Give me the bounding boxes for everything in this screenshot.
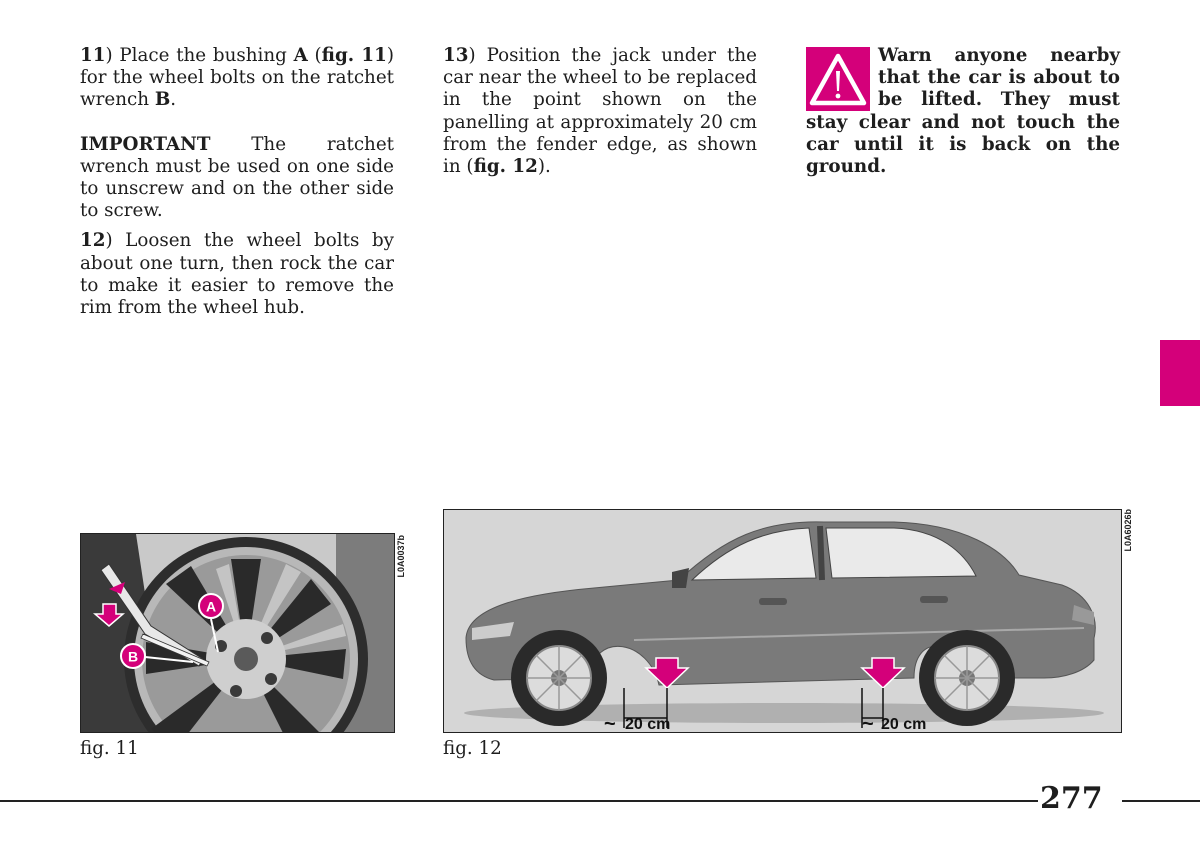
page-number: 277 <box>1040 781 1103 816</box>
step-12 <box>80 230 394 319</box>
callout-b: B <box>127 648 139 665</box>
figure-reference: fig. 11 <box>321 45 387 66</box>
step-text: . <box>170 89 177 111</box>
step-number: 13 <box>443 45 469 66</box>
distance-label-rear: 20 cm <box>881 716 927 732</box>
figure-11-caption: fig. 11 <box>80 738 139 759</box>
important-text: The ratchet wrench must be used on one side to unscrew and on the other side to screw. <box>80 133 394 222</box>
step-number: 12 <box>80 230 106 252</box>
figure-11-code: L0A0037b <box>396 535 406 578</box>
callout-a: A <box>205 598 217 615</box>
approx-symbol: ~ <box>604 713 616 732</box>
warning-text: Warn anyone nearby that the car is about to be lifted. They must stay clear and not touch the car until it is back on the ground. <box>806 45 1120 178</box>
step-text: ). <box>537 156 551 178</box>
step-text: ( <box>307 45 322 66</box>
figure-reference: fig. 12 <box>473 156 538 178</box>
part-label-b: B <box>154 89 171 111</box>
step-text: ) Loosen the wheel bolts by about one turn, then rock the car to make it easier to remove the rim from the wheel hub. <box>80 230 394 319</box>
step-number: 11 <box>80 45 106 66</box>
step-11 <box>80 45 394 112</box>
warning-box <box>806 45 1120 178</box>
warning-triangle-icon <box>806 47 870 111</box>
figure-12-caption: fig. 12 <box>443 738 502 759</box>
column-left <box>80 45 394 319</box>
figure-12-code: L0A6026b <box>1123 509 1133 552</box>
step-13 <box>443 45 757 178</box>
section-tab <box>1160 340 1200 406</box>
important-label: IMPORTANT <box>80 133 211 155</box>
part-label-a: A <box>293 45 308 66</box>
step-text: ) for the wheel bolts on the ratchet wrench <box>80 45 394 111</box>
important-note <box>80 134 394 223</box>
distance-label-front: 20 cm <box>625 716 671 732</box>
footer-rule <box>0 800 1038 802</box>
figure-11-image <box>80 533 395 733</box>
column-middle <box>443 45 757 178</box>
footer-rule <box>1122 800 1200 802</box>
figure-12-image <box>443 509 1122 733</box>
step-text: ) Place the bushing <box>105 45 294 66</box>
approx-symbol: ~ <box>862 713 874 732</box>
step-text: ) Position the jack under the car near the wheel to be replaced in the point shown on the panelling at approximately 20 cm from the fender edge, as shown in ( <box>443 45 757 178</box>
